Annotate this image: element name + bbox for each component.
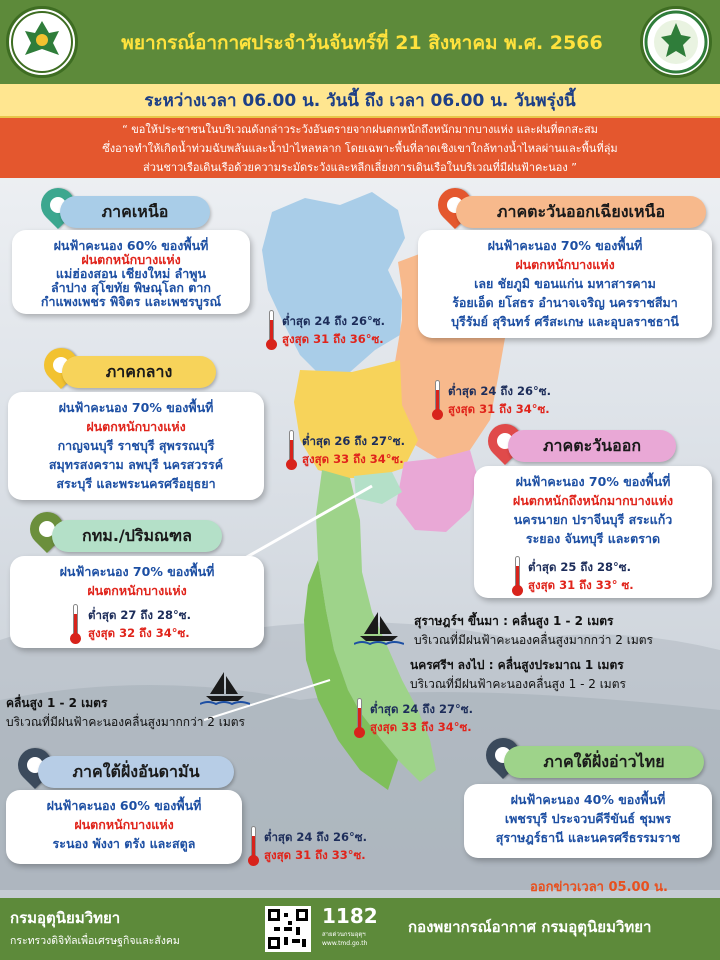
forecast-line: ระนอง พังงา ตรัง และสตูล — [52, 836, 196, 851]
forecast-line: ระยอง จันทบุรี และตราด — [525, 531, 661, 546]
temp-max: สูงสุด 31 ถึง 34°ซ. — [448, 402, 550, 416]
region-card-central — [8, 392, 264, 500]
region-label-central: ภาคกลาง — [62, 356, 216, 388]
forecast-line: เพชรบุรี ประจวบคีรีขันธ์ ชุมพร — [504, 811, 672, 826]
header-bar — [0, 0, 720, 84]
hotline-caption — [322, 930, 367, 948]
forecast-line: สุราษฎร์ธานี และนครศรีธรรมราช — [495, 830, 681, 845]
region-label-east: ภาคตะวันออก — [508, 430, 676, 462]
forecast-line: กำแพงเพชร พิจิตร และเพชรบูรณ์ — [40, 294, 222, 309]
region-label-northeast: ภาคตะวันออกเฉียงเหนือ — [456, 196, 706, 228]
temp-bangkok — [88, 606, 191, 642]
thermometer-icon — [70, 604, 80, 644]
temp-max: สูงสุด 32 ถึง 34°ซ. — [88, 626, 190, 640]
sea-area-label: สุราษฎร์ฯ ขึ้นมา : — [414, 614, 508, 628]
hotline-number: 1182 — [322, 904, 378, 928]
warning-line: ส่วนชาวเรือเดินเรือด้วยความระมัดระวังและหลีกเลี่ยงการเดินเรือในบริเวณที่มีฝนฟ้าคะนอง ” — [143, 161, 577, 174]
website-url[interactable]: www.tmd.go.th — [322, 940, 368, 947]
sea-gulf-north — [414, 612, 653, 650]
sea-area-label: นครศรีฯ ลงไป : — [410, 658, 494, 672]
temp-max: สูงสุด 31 ถึง 33° ซ. — [528, 578, 634, 592]
forecast-line: ฝนฟ้าคะนอง 70% ของพื้นที่ — [58, 400, 214, 415]
thermometer-icon — [354, 698, 364, 738]
temp-east — [528, 558, 634, 594]
forecast-line: ร้อยเอ็ด ยโสธร อำนาจเจริญ นครราชสีมา — [452, 295, 678, 310]
temp-max: สูงสุด 33 ถึง 34°ซ. — [370, 720, 472, 734]
temp-min: ต่ำสุด 25 ถึง 28°ซ. — [528, 560, 631, 574]
forecast-line: ฝนตกหนักบางแห่ง — [87, 583, 187, 598]
thermometer-icon — [286, 430, 296, 470]
thermometer-icon — [512, 556, 522, 596]
footer-dept-name: กรมอุตุนิยมวิทยา — [10, 909, 121, 927]
temp-max: สูงสุด 31 ถึง 33°ซ. — [264, 848, 366, 862]
forecast-line: ฝนตกหนักบางแห่ง — [86, 419, 186, 434]
thermometer-icon — [248, 826, 258, 866]
sailboat-icon — [354, 610, 404, 646]
forecast-line: เลย ชัยภูมิ ขอนแก่น มหาสารคาม — [474, 276, 656, 291]
thermometer-icon — [432, 380, 442, 420]
sea-wave-height: คลื่นสูง 1 - 2 เมตร — [6, 696, 108, 710]
region-card-northeast — [418, 230, 712, 338]
qr-code-icon[interactable] — [265, 906, 311, 952]
forecast-line: ฝนฟ้าคะนอง 60% ของพื้นที่ — [46, 798, 202, 813]
page-title: พยากรณ์อากาศประจำวันจันทร์ที่ 21 สิงหาคม พ.ศ. 2566 — [121, 32, 603, 54]
temp-min: ต่ำสุด 24 ถึง 26°ซ. — [282, 314, 385, 328]
hotline-label: สายด่วนกรมอุตุฯ — [322, 931, 366, 938]
forecast-line: ฝนฟ้าคะนอง 40% ของพื้นที่ — [510, 792, 666, 807]
sea-wave-height: คลื่นสูง 1 - 2 เมตร — [507, 614, 614, 628]
forecast-line: ฝนตกหนักบางแห่ง — [74, 817, 174, 832]
forecast-line: ฝนตกหนักบางแห่ง — [81, 252, 181, 267]
warning-banner — [0, 118, 720, 178]
forecast-line: บุรีรัมย์ สุรินทร์ ศรีสะเกษ และอุบลราชธานี — [451, 314, 679, 329]
temp-south-andaman — [264, 828, 367, 864]
temp-northeast — [448, 382, 551, 418]
sea-note: บริเวณที่มีฝนฟ้าคะนองคลื่นสูงมากกว่า 2 เมตร — [6, 715, 246, 729]
temp-min: ต่ำสุด 24 ถึง 26°ซ. — [264, 830, 367, 844]
temp-north — [282, 312, 385, 348]
region-label-south-andaman: ภาคใต้ฝั่งอันดามัน — [38, 756, 234, 788]
forecast-line: สระบุรี และพระนครศรีอยุธยา — [56, 476, 216, 491]
temp-max: สูงสุด 31 ถึง 36°ซ. — [282, 332, 384, 346]
sea-gulf-south — [410, 656, 626, 694]
forecast-line: นครนายก ปราจีนบุรี สระแก้ว — [513, 512, 673, 527]
sea-note: บริเวณที่มีฝนฟ้าคะนองคลื่นสูงมากกว่า 2 เมตร — [414, 633, 654, 647]
temp-min: ต่ำสุด 26 ถึง 27°ซ. — [302, 434, 405, 448]
temp-min: ต่ำสุด 27 ถึง 28°ซ. — [88, 608, 191, 622]
footer-ministry: กระทรวงดิจิทัลเพื่อเศรษฐกิจและสังคม — [10, 935, 180, 947]
sea-andaman — [6, 694, 245, 732]
region-card-north — [12, 230, 250, 314]
forecast-line: ฝนตกหนักบางแห่ง — [515, 257, 615, 272]
time-range-banner: ระหว่างเวลา 06.00 น. วันนี้ ถึง เวลา 06.00 น. วันพรุ่งนี้ — [0, 84, 720, 118]
forecast-line: กาญจนบุรี ราชบุรี สุพรรณบุรี — [57, 438, 215, 453]
region-card-south-andaman — [6, 790, 242, 864]
region-label-north: ภาคเหนือ — [60, 196, 210, 228]
forecast-line: ฝนฟ้าคะนอง 70% ของพื้นที่ — [59, 564, 215, 579]
forecast-line: ฝนฟ้าคะนอง 60% ของพื้นที่ — [53, 238, 209, 253]
temp-min: ต่ำสุด 24 ถึง 26°ซ. — [448, 384, 551, 398]
sea-wave-height: คลื่นสูงประมาณ 1 เมตร — [493, 658, 624, 672]
region-east-shape — [396, 450, 478, 532]
temp-min: ต่ำสุด 24 ถึง 27°ซ. — [370, 702, 473, 716]
forecast-line: ฝนตกหนักถึงหนักมากบางแห่ง — [512, 493, 674, 508]
sea-note: บริเวณที่มีฝนฟ้าคะนองคลื่นสูง 1 - 2 เมตร — [410, 677, 626, 691]
footer-division: กองพยากรณ์อากาศ กรมอุตุนิยมวิทยา — [408, 918, 652, 936]
temp-south-gulf — [370, 700, 473, 736]
region-bangkok-shape — [354, 472, 402, 504]
forecast-line: ฝนฟ้าคะนอง 70% ของพื้นที่ — [487, 238, 643, 253]
region-card-south-gulf — [464, 784, 712, 858]
forecast-line: แม่ฮ่องสอน เชียงใหม่ ลำพูน — [55, 266, 207, 281]
meteorological-department-logo — [640, 6, 712, 78]
region-label-bangkok: กทม./ปริมณฑล — [52, 520, 222, 552]
forecast-line: ลำปาง สุโขทัย พิษณุโลก ตาก — [51, 280, 211, 295]
thermometer-icon — [266, 310, 276, 350]
warning-line: “ ขอให้ประชาชนในบริเวณดังกล่าวระวังอันตรายจากฝนตกหนักถึงหนักมากบางแห่ง และฝนที่ตกสะสม — [122, 123, 598, 136]
warning-line: ซึ่งอาจทำให้เกิดน้ำท่วมฉับพลันและน้ำป่าไหลหลาก โดยเฉพาะพื้นที่ลาดเชิงเขาใกล้ทางน้ำไหลผ่านและพื้นที่ลุ่ม — [102, 142, 618, 155]
footer-bar — [0, 898, 720, 960]
temp-max: สูงสุด 33 ถึง 34°ซ. — [302, 452, 404, 466]
dept-seal-logo — [6, 6, 78, 78]
temp-central — [302, 432, 405, 468]
forecast-line: ฝนฟ้าคะนอง 70% ของพื้นที่ — [515, 474, 671, 489]
region-label-south-gulf: ภาคใต้ฝั่งอ่าวไทย — [504, 746, 704, 778]
forecast-line: สมุทรสงคราม ลพบุรี นครสวรรค์ — [48, 457, 224, 472]
issued-time: ออกข่าวเวลา 05.00 น. — [530, 880, 668, 895]
